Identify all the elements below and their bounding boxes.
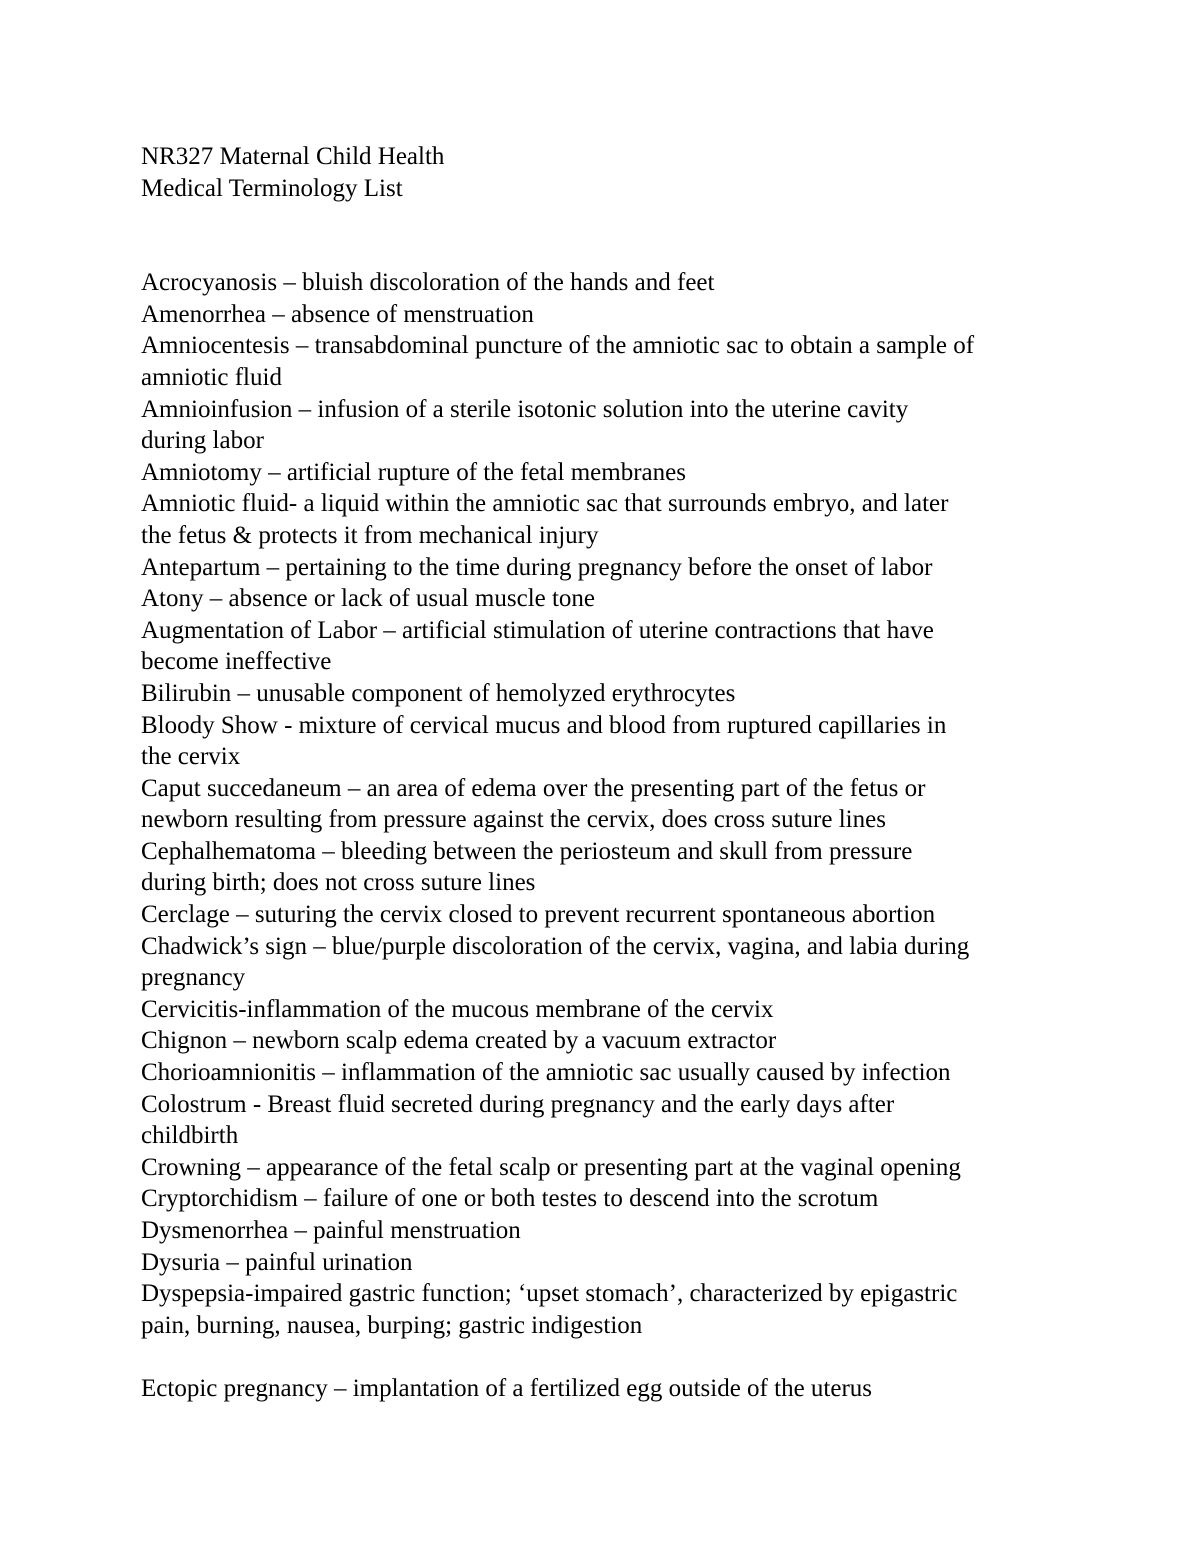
term-line: pain, burning, nausea, burping; gastric indigestion	[141, 1311, 643, 1339]
paragraph-gap	[141, 1341, 1071, 1373]
term-line: Atony – absence or lack of usual muscle tone	[141, 585, 596, 613]
term-line: amniotic fluid	[141, 363, 282, 391]
document-heading	[141, 141, 1071, 204]
term-line: pregnancy	[141, 964, 246, 992]
term-line: Chadwick’s sign – blue/purple discoloration of the cervix, vagina, and labia during	[141, 932, 970, 960]
term-line: Antepartum – pertaining to the time during pregnancy before the onset of labor	[141, 553, 933, 581]
term-line: Crowning – appearance of the fetal scalp or presenting part at the vaginal opening	[141, 1153, 961, 1181]
document-title: NR327 Maternal Child Health	[141, 143, 445, 170]
term-line: Augmentation of Labor – artificial stimulation of uterine contractions that have	[141, 616, 934, 644]
document-body	[141, 141, 1071, 1405]
term-line: Bloody Show - mixture of cervical mucus and blood from ruptured capillaries in	[141, 711, 947, 739]
term-line: during birth; does not cross suture lines	[141, 869, 536, 897]
term-line: Chignon – newborn scalp edema created by a vacuum extractor	[141, 1027, 777, 1055]
document-subtitle: Medical Terminology List	[141, 174, 403, 202]
term-line: the cervix	[141, 743, 241, 771]
term-list-continued	[141, 1373, 1071, 1405]
term-line: Amniotic fluid- a liquid within the amniotic sac that surrounds embryo, and later	[141, 490, 949, 518]
term-line: newborn resulting from pressure against the cervix, does cross suture lines	[141, 806, 886, 834]
term-line: Colostrum - Breast fluid secreted during pregnancy and the early days after	[141, 1090, 895, 1118]
term-line: Cerclage – suturing the cervix closed to prevent recurrent spontaneous abortion	[141, 901, 936, 929]
term-list	[141, 267, 1071, 1341]
term-line: Dyspepsia-impaired gastric function; ‘upset stomach’, characterized by epigastric	[141, 1280, 958, 1308]
term-line: Amniocentesis – transabdominal puncture of the amniotic sac to obtain a sample of	[141, 332, 975, 360]
term-line: Dysmenorrhea – painful menstruation	[141, 1217, 521, 1244]
term-line: during labor	[141, 427, 264, 455]
term-line: Cephalhematoma – bleeding between the periosteum and skull from pressure	[141, 837, 913, 865]
term-line: the fetus & protects it from mechanical injury	[141, 521, 599, 549]
term-line: become ineffective	[141, 648, 332, 676]
term-line: childbirth	[141, 1122, 239, 1150]
term-line: Chorioamnionitis – inflammation of the amniotic sac usually caused by infection	[141, 1059, 951, 1087]
term-line: Amniotomy – artificial rupture of the fetal membranes	[141, 458, 686, 486]
term-line: Ectopic pregnancy – implantation of a fertilized egg outside of the uterus	[141, 1374, 873, 1402]
term-line: Acrocyanosis – bluish discoloration of the hands and feet	[141, 269, 715, 297]
term-line: Caput succedaneum – an area of edema over the presenting part of the fetus or	[141, 774, 926, 802]
term-line: Amenorrhea – absence of menstruation	[141, 300, 534, 328]
term-line: Cryptorchidism – failure of one or both testes to descend into the scrotum	[141, 1185, 879, 1213]
term-line: Dysuria – painful urination	[141, 1248, 413, 1276]
term-line: Bilirubin – unusable component of hemolyzed erythrocytes	[141, 679, 736, 707]
term-line: Amnioinfusion – infusion of a sterile isotonic solution into the uterine cavity	[141, 395, 909, 423]
term-line: Cervicitis-inflammation of the mucous membrane of the cervix	[141, 995, 774, 1023]
